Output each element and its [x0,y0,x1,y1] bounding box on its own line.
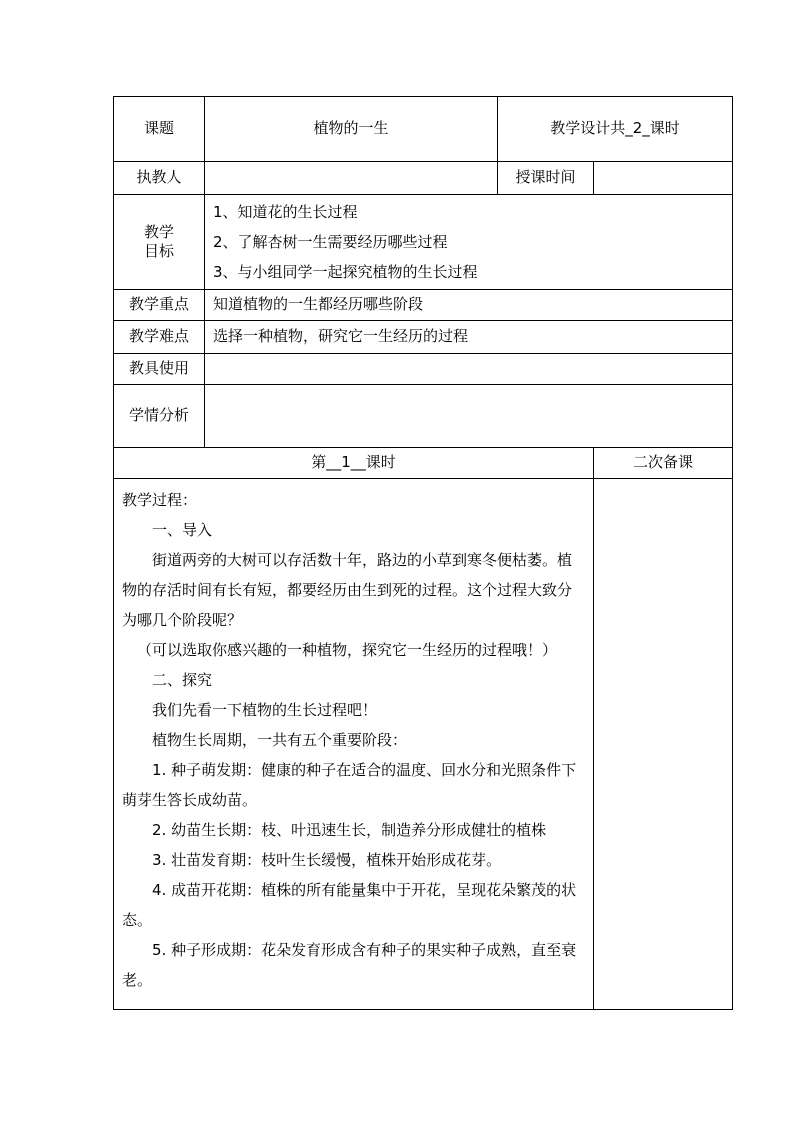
goals-row [114,195,733,290]
tools-value [205,354,733,385]
teacher-row [114,162,733,195]
analysis-value [205,385,733,448]
goals-label [114,195,205,290]
goals-label-line2: 目标 [143,242,174,260]
process-row [114,479,733,1010]
goals-list [205,195,733,290]
explore-intro: 我们先看一下植物的生长过程吧！ [152,701,378,719]
difficulty-value: 选择一种植物，研究它一生经历的过程 [205,321,733,354]
topic-label: 课题 [114,97,205,162]
difficulty-row [114,321,733,354]
lesson-time-label: 授课时间 [498,162,594,195]
cycle-intro: 植物生长周期，一共有五个重要阶段： [152,731,408,749]
teacher-value [205,162,498,195]
key-point-label: 教学重点 [114,290,205,321]
lesson-plan-table [113,96,733,1010]
teacher-label: 执教人 [114,162,205,195]
stage-item: 5. 种子形成期：花朵发育形成含有种子的果实种子成熟，直至衰老。 [122,941,577,989]
difficulty-label: 教学难点 [114,321,205,354]
analysis-label: 学情分析 [114,385,205,448]
intro-note: （可以选取你感兴趣的一种植物，探究它一生经历的过程哦！） [137,641,558,659]
session-label: 第__1__课时 [114,448,594,479]
analysis-row [114,385,733,448]
goal-item: 3、与小组同学一起探究植物的生长过程 [213,263,478,281]
tools-label: 教具使用 [114,354,205,385]
goals-label-line1: 教学 [143,222,174,241]
stage-item: 1. 种子萌发期：健康的种子在适合的温度、回水分和光照条件下萌芽生答长成幼苗。 [122,761,577,809]
intro-heading: 一、导入 [152,521,213,539]
stage-item: 2. 幼苗生长期：枝、叶迅速生长，制造养分形成健壮的植株 [152,821,547,839]
stage-item: 4. 成苗开花期：植株的所有能量集中于开花，呈现花朵繁茂的状态。 [122,881,577,929]
topic-value: 植物的一生 [205,97,498,162]
goal-item: 2、了解杏树一生需要经历哪些过程 [213,233,448,251]
key-point-row [114,290,733,321]
goal-item: 1、知道花的生长过程 [213,203,358,221]
teaching-process [114,479,594,1010]
process-title: 教学过程： [122,491,198,509]
key-point-value: 知道植物的一生都经历哪些阶段 [205,290,733,321]
topic-row [114,97,733,162]
tools-row [114,354,733,385]
explore-heading: 二、探究 [152,671,213,689]
stage-item: 3. 壮苗发育期：枝叶生长缓慢，植株开始形成花芽。 [152,851,502,869]
design-lessons-label: 教学设计共_2_课时 [498,97,733,162]
lesson-time-value [594,162,733,195]
second-prep-label: 二次备课 [594,448,733,479]
session-row [114,448,733,479]
intro-text: 街道两旁的大树可以存活数十年，路边的小草到寒冬便枯萎。植物的存活时间有长有短，都要经历由生到死的过程。这个过程大致分为哪几个阶段呢？ [122,551,573,629]
second-prep-notes [594,479,733,1010]
